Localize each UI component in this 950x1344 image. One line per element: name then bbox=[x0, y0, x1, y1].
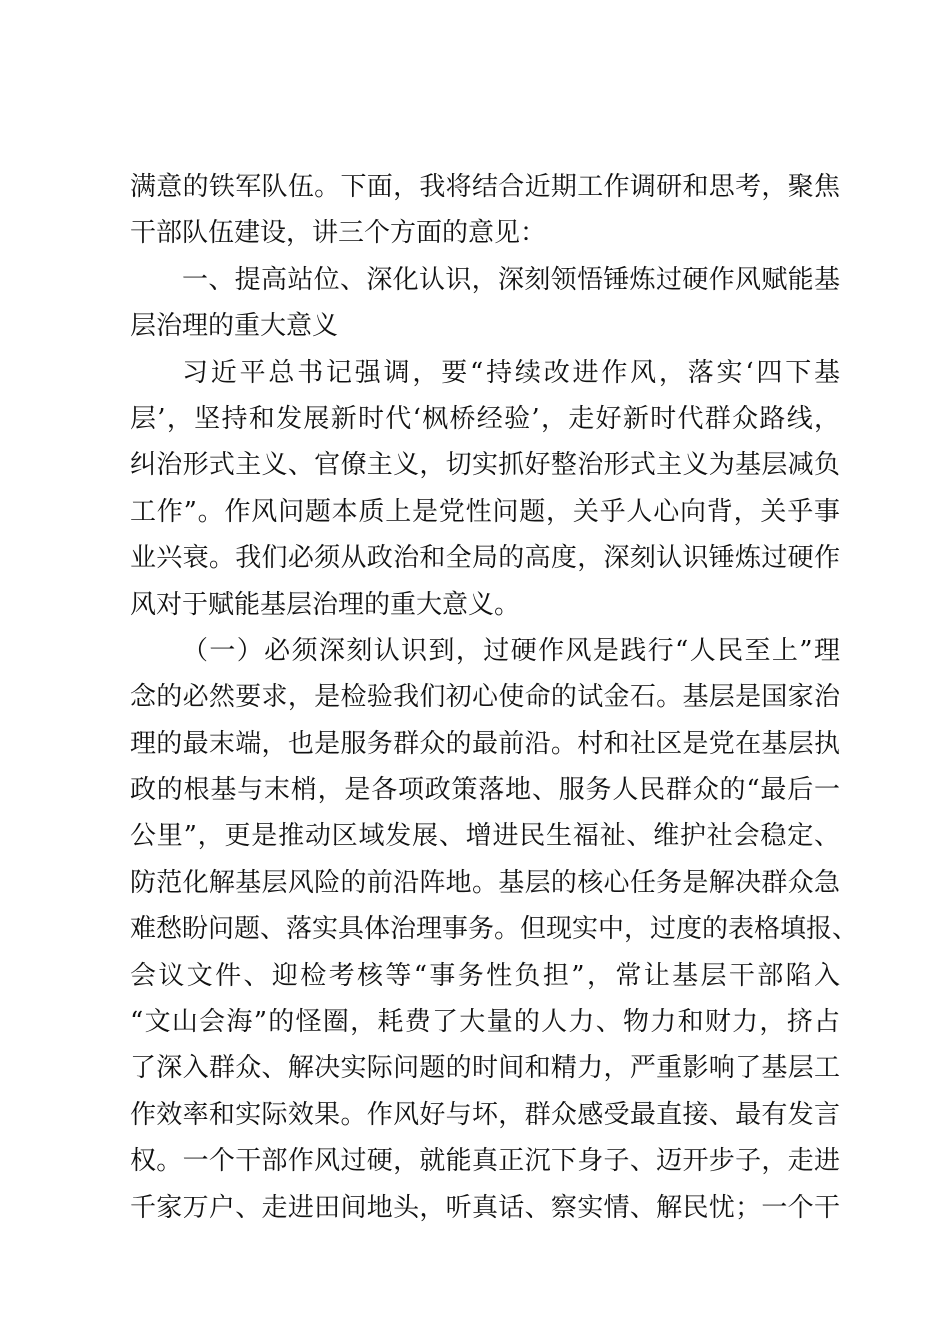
section-heading-line: 层治理的重大意义 bbox=[130, 311, 339, 342]
text-line: 防范化解基层风险的前沿阵地。基层的核心任务是解决群众急 bbox=[130, 867, 840, 898]
text-line: 理的最末端，也是服务群众的最前沿。村和社区是党在基层执 bbox=[130, 728, 840, 759]
text-line: 了深入群众、解决实际问题的时间和精力，严重影响了基层工 bbox=[130, 1053, 840, 1084]
text-line: 干部队伍建设，讲三个方面的意见： bbox=[130, 218, 547, 249]
text-line: 难愁盼问题、落实具体治理事务。但现实中，过度的表格填报、 bbox=[130, 914, 859, 945]
text-line: 风对于赋能基层治理的重大意义。 bbox=[130, 589, 521, 620]
text-line: 公里”，更是推动区域发展、增进民生福祉、维护社会稳定、 bbox=[130, 821, 840, 852]
document-body bbox=[130, 164, 859, 1231]
section-heading-line: 一、提高站位、深化认识，深刻领悟锤炼过硬作风赋能基 bbox=[182, 264, 840, 295]
text-line: 作效率和实际效果。作风好与坏，群众感受最直接、最有发言 bbox=[130, 1099, 840, 1130]
text-line: 会议文件、迎检考核等“事务性负担”，常让基层干部陷入 bbox=[130, 960, 840, 991]
text-line: 层’，坚持和发展新时代‘枫桥经验’，走好新时代群众路线， bbox=[130, 403, 840, 434]
text-line: 纠治形式主义、官僚主义，切实抓好整治形式主义为基层减负 bbox=[130, 450, 840, 481]
text-line: “文山会海”的怪圈，耗费了大量的人力、物力和财力，挤占 bbox=[130, 1007, 840, 1038]
text-line: 千家万户、走进田间地头，听真话、察实情、解民忧；一个干 bbox=[130, 1192, 840, 1223]
text-line: 习近平总书记强调，要“持续改进作风，落实‘四下基 bbox=[182, 357, 840, 388]
text-line: 业兴衰。我们必须从政治和全局的高度，深刻认识锤炼过硬作 bbox=[130, 543, 840, 574]
subsection-line: （一）必须深刻认识到，过硬作风是践行“人民至上”理 bbox=[182, 635, 840, 666]
text-line: 满意的铁军队伍。下面，我将结合近期工作调研和思考，聚焦 bbox=[130, 172, 840, 202]
text-line: 工作”。作风问题本质上是党性问题，关乎人心向背，关乎事 bbox=[130, 496, 840, 527]
text-line: 权。一个干部作风过硬，就能真正沉下身子、迈开步子，走进 bbox=[130, 1146, 840, 1177]
text-line: 政的根基与末梢，是各项政策落地、服务人民群众的“最后一 bbox=[130, 775, 840, 806]
text-line: 念的必然要求，是检验我们初心使命的试金石。基层是国家治 bbox=[130, 682, 840, 713]
